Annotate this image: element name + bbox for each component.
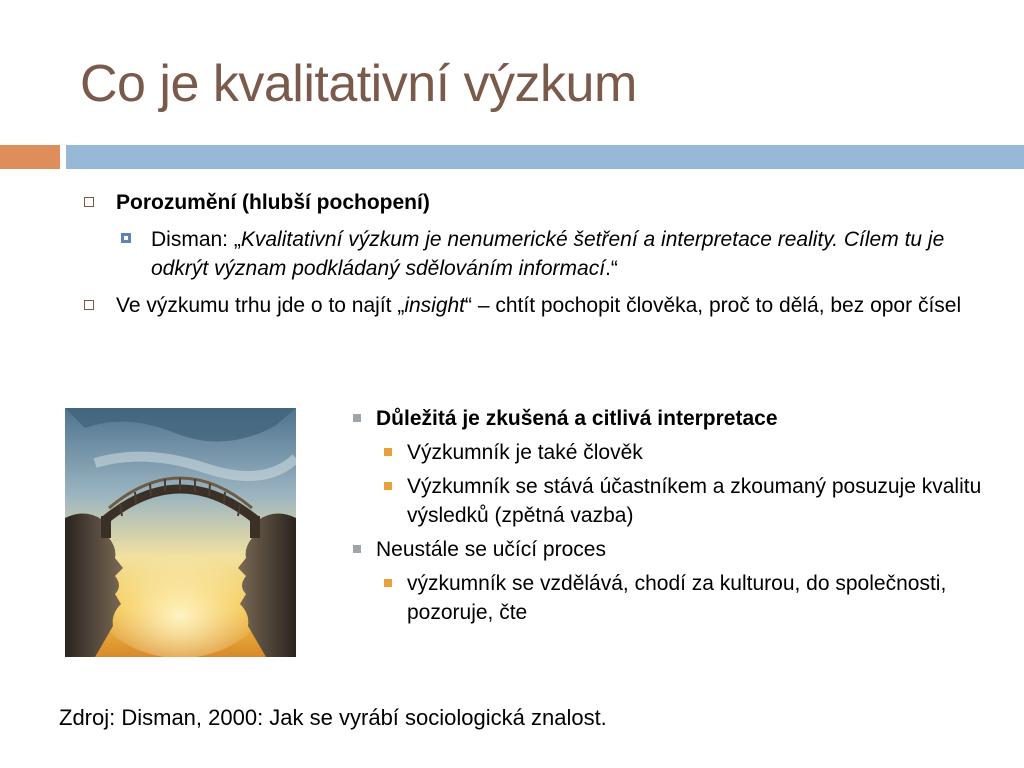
- gray-square-bullet-icon: [353, 545, 361, 553]
- sub-bullet-ucastnik: [381, 472, 990, 530]
- bullet-interpretace: [350, 404, 990, 433]
- sub-bullet-clovek: [381, 438, 990, 467]
- orange-square-bullet-icon: [384, 482, 392, 490]
- bullet-text: výzkumník se vzdělává, chodí za kulturou, do společnosti, pozoruje, čte: [407, 572, 947, 624]
- blue-square-bullet-icon: [121, 233, 131, 243]
- top-bullet-list: [82, 188, 982, 328]
- sub-bullet-disman-quote: [117, 225, 982, 283]
- quote-prefix: Disman: „: [151, 228, 241, 251]
- title-accent-bar-orange: [0, 145, 60, 169]
- bullet-text: Porozumění (hlubší pochopení): [116, 191, 430, 214]
- two-faces-bridge-painting-icon: [65, 408, 296, 657]
- orange-square-bullet-icon: [384, 579, 392, 587]
- bullet-text-insight: insight: [404, 294, 466, 317]
- quote-suffix: .“: [605, 257, 618, 280]
- bullet-text: Výzkumník je také člověk: [407, 441, 643, 464]
- bullet-text: Neustále se učící proces: [376, 538, 606, 561]
- bullet-porozumeni: [82, 188, 982, 217]
- sub-bullet-vzdelava: [381, 569, 990, 627]
- bullet-text-part2: “ – chtít pochopit člověka, proč to dělá, bez opor čísel: [465, 294, 962, 317]
- title-accent-bar-blue: [66, 145, 1024, 169]
- bullet-text: Důležitá je zkušená a citlivá interpretace: [376, 407, 778, 430]
- quote-text: Kvalitativní výzkum je nenumerické šetření a interpretace reality. Cílem tu je odkrýt význam podkládaný sdělováním informací: [151, 228, 945, 280]
- gray-square-bullet-icon: [353, 414, 361, 422]
- right-bullet-list: [350, 404, 990, 632]
- source-citation: Zdroj: Disman, 2000: Jak se vyrábí sociologická znalost.: [59, 705, 607, 730]
- slide-title: Co je kvalitativní výzkum: [80, 55, 637, 113]
- hollow-square-bullet-icon: [84, 300, 94, 310]
- bullet-text: Výzkumník se stává účastníkem a zkoumaný posuzuje kvalitu výsledků (zpětná vazba): [407, 475, 982, 527]
- bullet-text-part1: Ve výzkumu trhu jde o to najít „: [116, 294, 405, 317]
- orange-square-bullet-icon: [384, 448, 392, 456]
- hollow-square-bullet-icon: [84, 197, 94, 207]
- bullet-proces: [350, 535, 990, 564]
- bullet-insight: [82, 291, 982, 320]
